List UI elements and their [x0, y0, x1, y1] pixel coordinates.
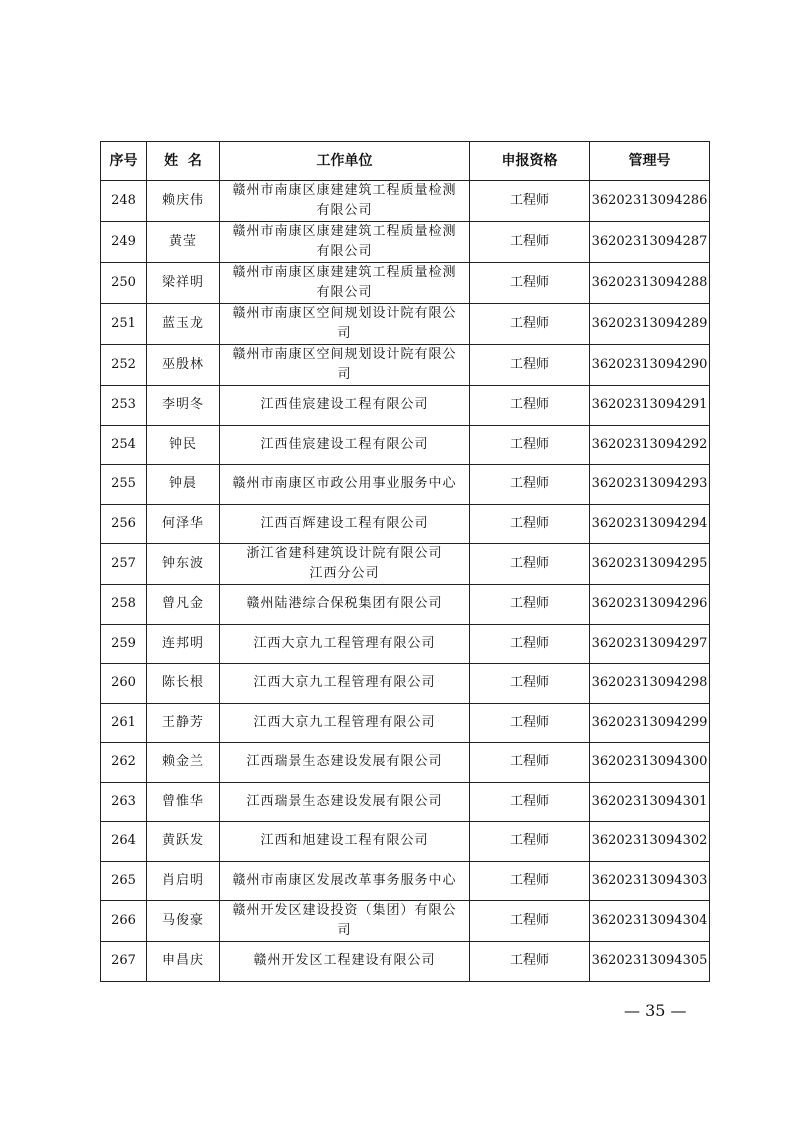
cell-unit	[220, 263, 470, 304]
cell-mgmt-no: 36202313094305	[590, 942, 710, 982]
unit-line: 有限公司	[316, 203, 373, 218]
cell-seq: 250	[101, 263, 147, 304]
cell-seq: 265	[101, 861, 147, 901]
cell-seq: 249	[101, 222, 147, 263]
cell-name: 连邦明	[147, 624, 220, 664]
unit-line: 有限公司	[316, 244, 373, 259]
unit-line: 江西百辉建设工程有限公司	[260, 515, 429, 531]
cell-name: 巫殷林	[147, 345, 220, 386]
cell-qualification: 工程师	[470, 544, 590, 585]
table-row	[101, 181, 710, 222]
cell-unit	[220, 861, 470, 901]
roster-table	[100, 141, 710, 982]
cell-mgmt-no: 36202313094296	[590, 585, 710, 625]
cell-seq: 253	[101, 386, 147, 426]
cell-qualification: 工程师	[470, 664, 590, 704]
cell-mgmt-no: 36202313094298	[590, 664, 710, 704]
cell-qualification: 工程师	[470, 181, 590, 222]
cell-qualification: 工程师	[470, 703, 590, 743]
cell-name: 钟晨	[147, 465, 220, 505]
cell-qualification: 工程师	[470, 782, 590, 822]
cell-mgmt-no: 36202313094293	[590, 465, 710, 505]
table-row	[101, 822, 710, 862]
unit-line: 赣州市南康区空间规划设计院有限公司	[232, 306, 457, 341]
cell-unit	[220, 304, 470, 345]
cell-name: 赖庆伟	[147, 181, 220, 222]
cell-qualification: 工程师	[470, 425, 590, 465]
cell-unit	[220, 703, 470, 743]
unit-line: 赣州陆港综合保税集团有限公司	[246, 596, 443, 612]
cell-qualification: 工程师	[470, 901, 590, 942]
table-row	[101, 624, 710, 664]
table-row	[101, 504, 710, 544]
cell-qualification: 工程师	[470, 942, 590, 982]
cell-mgmt-no: 36202313094297	[590, 624, 710, 664]
cell-seq: 260	[101, 664, 147, 704]
cell-unit	[220, 743, 470, 783]
unit-line: 江西大京九工程管理有限公司	[253, 635, 436, 651]
cell-qualification: 工程师	[470, 861, 590, 901]
header-unit: 工作单位	[220, 142, 470, 181]
unit-line: 江西佳宸建设工程有限公司	[260, 397, 429, 413]
header-seq: 序号	[101, 142, 147, 181]
unit-line: 赣州市南康区康建建筑工程质量检测	[232, 224, 457, 239]
cell-unit	[220, 624, 470, 664]
cell-unit	[220, 664, 470, 704]
unit-line: 江西瑞景生态建设发展有限公司	[246, 793, 443, 809]
cell-name: 黄莹	[147, 222, 220, 263]
table-row	[101, 703, 710, 743]
cell-qualification: 工程师	[470, 585, 590, 625]
header-mgmt-no: 管理号	[590, 142, 710, 181]
cell-name: 蓝玉龙	[147, 304, 220, 345]
table-row	[101, 304, 710, 345]
table-row	[101, 345, 710, 386]
cell-mgmt-no: 36202313094302	[590, 822, 710, 862]
cell-mgmt-no: 36202313094304	[590, 901, 710, 942]
cell-seq: 264	[101, 822, 147, 862]
cell-mgmt-no: 36202313094292	[590, 425, 710, 465]
unit-line: 赣州市南康区康建建筑工程质量检测	[232, 265, 457, 280]
cell-unit	[220, 181, 470, 222]
unit-line: 江西瑞景生态建设发展有限公司	[246, 754, 443, 770]
cell-seq: 251	[101, 304, 147, 345]
cell-seq: 255	[101, 465, 147, 505]
unit-line: 赣州开发区工程建设有限公司	[253, 953, 436, 969]
cell-mgmt-no: 36202313094288	[590, 263, 710, 304]
cell-name: 陈长根	[147, 664, 220, 704]
cell-seq: 257	[101, 544, 147, 585]
table-row	[101, 664, 710, 704]
cell-name: 肖启明	[147, 861, 220, 901]
cell-mgmt-no: 36202313094290	[590, 345, 710, 386]
cell-name: 申昌庆	[147, 942, 220, 982]
cell-seq: 259	[101, 624, 147, 664]
table-body	[101, 181, 710, 982]
unit-line: 赣州开发区建设投资（集团）有限公司	[232, 903, 457, 938]
unit-line: 江西大京九工程管理有限公司	[253, 714, 436, 730]
unit-line: 赣州市南康区空间规划设计院有限公司	[232, 347, 457, 382]
cell-name: 钟东波	[147, 544, 220, 585]
cell-qualification: 工程师	[470, 345, 590, 386]
cell-qualification: 工程师	[470, 386, 590, 426]
cell-unit	[220, 544, 470, 585]
table-row	[101, 585, 710, 625]
cell-name: 曾凡金	[147, 585, 220, 625]
table-row	[101, 861, 710, 901]
table-row	[101, 544, 710, 585]
table-row	[101, 901, 710, 942]
cell-seq: 252	[101, 345, 147, 386]
header-qualification: 申报资格	[470, 142, 590, 181]
cell-seq: 262	[101, 743, 147, 783]
table-row	[101, 743, 710, 783]
cell-qualification: 工程师	[470, 304, 590, 345]
cell-mgmt-no: 36202313094295	[590, 544, 710, 585]
page-number: — 35 —	[624, 1001, 687, 1020]
table-row	[101, 222, 710, 263]
cell-qualification: 工程师	[470, 504, 590, 544]
cell-seq: 254	[101, 425, 147, 465]
cell-name: 黄跃发	[147, 822, 220, 862]
cell-qualification: 工程师	[470, 624, 590, 664]
cell-name: 梁祥明	[147, 263, 220, 304]
cell-name: 何泽华	[147, 504, 220, 544]
table-header-row	[101, 142, 710, 181]
unit-line: 赣州市南康区康建建筑工程质量检测	[232, 183, 457, 198]
cell-unit	[220, 386, 470, 426]
cell-name: 马俊豪	[147, 901, 220, 942]
cell-name: 李明冬	[147, 386, 220, 426]
cell-qualification: 工程师	[470, 743, 590, 783]
cell-mgmt-no: 36202313094301	[590, 782, 710, 822]
unit-line: 有限公司	[316, 285, 373, 300]
cell-name: 钟民	[147, 425, 220, 465]
cell-seq: 267	[101, 942, 147, 982]
cell-name: 王静芳	[147, 703, 220, 743]
cell-name: 曾惟华	[147, 782, 220, 822]
cell-qualification: 工程师	[470, 822, 590, 862]
cell-seq: 258	[101, 585, 147, 625]
table-row	[101, 425, 710, 465]
cell-unit	[220, 222, 470, 263]
cell-qualification: 工程师	[470, 263, 590, 304]
table-row	[101, 465, 710, 505]
cell-unit	[220, 782, 470, 822]
table-row	[101, 386, 710, 426]
unit-line: 江西分公司	[309, 566, 380, 581]
cell-unit	[220, 822, 470, 862]
unit-line: 江西大京九工程管理有限公司	[253, 675, 436, 691]
cell-mgmt-no: 36202313094291	[590, 386, 710, 426]
unit-line: 浙江省建科建筑设计院有限公司	[246, 546, 443, 561]
unit-line: 赣州市南康区市政公用事业服务中心	[232, 476, 457, 492]
cell-mgmt-no: 36202313094289	[590, 304, 710, 345]
cell-mgmt-no: 36202313094287	[590, 222, 710, 263]
cell-name: 赖金兰	[147, 743, 220, 783]
cell-qualification: 工程师	[470, 222, 590, 263]
unit-line: 江西佳宸建设工程有限公司	[260, 436, 429, 452]
unit-line: 赣州市南康区发展改革事务服务中心	[232, 872, 457, 888]
cell-unit	[220, 345, 470, 386]
cell-unit	[220, 942, 470, 982]
cell-unit	[220, 585, 470, 625]
cell-seq: 256	[101, 504, 147, 544]
cell-seq: 248	[101, 181, 147, 222]
cell-seq: 263	[101, 782, 147, 822]
cell-unit	[220, 901, 470, 942]
cell-unit	[220, 425, 470, 465]
table-row	[101, 782, 710, 822]
cell-mgmt-no: 36202313094294	[590, 504, 710, 544]
unit-line: 江西和旭建设工程有限公司	[260, 833, 429, 849]
cell-seq: 261	[101, 703, 147, 743]
cell-mgmt-no: 36202313094303	[590, 861, 710, 901]
header-name: 姓 名	[147, 142, 220, 181]
cell-mgmt-no: 36202313094300	[590, 743, 710, 783]
table-row	[101, 942, 710, 982]
cell-unit	[220, 465, 470, 505]
cell-mgmt-no: 36202313094286	[590, 181, 710, 222]
table-row	[101, 263, 710, 304]
cell-unit	[220, 504, 470, 544]
cell-mgmt-no: 36202313094299	[590, 703, 710, 743]
cell-qualification: 工程师	[470, 465, 590, 505]
cell-seq: 266	[101, 901, 147, 942]
